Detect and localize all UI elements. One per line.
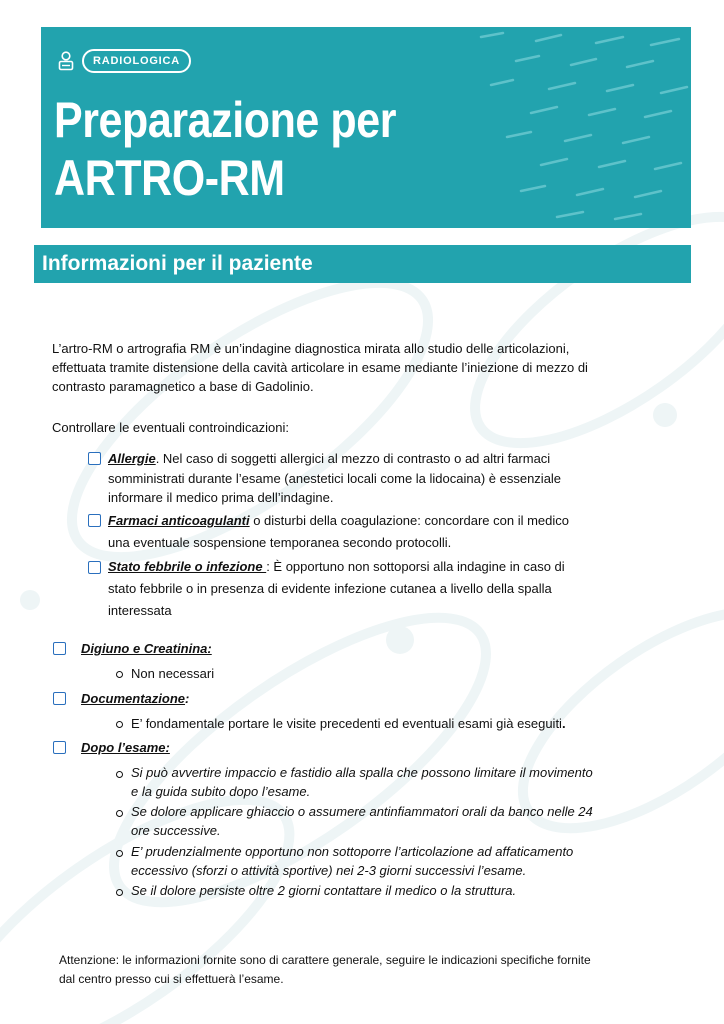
title-line-1: Preparazione per	[54, 92, 397, 148]
dopo-bullet-3-line-1: E’ prudenzialmente opportuno non sottoporre l’articolazione ad affaticamento	[131, 844, 574, 859]
bullet-marker	[116, 721, 123, 728]
intro-line-3: contrasto paramagnetico a base di Gadolinio.	[52, 379, 314, 394]
stato-febbrile-line-3: interessata	[108, 603, 172, 618]
allergie-checkbox[interactable]	[88, 452, 101, 465]
documentazione-colon: :	[185, 691, 190, 706]
stato-febbrile-line-2: stato febbrile o in presenza di evidente infezione cutanea a livello della spalla	[108, 581, 552, 596]
dopo-esame-checkbox[interactable]	[53, 741, 66, 754]
anticoagulanti-line-2: una eventuale sospensione temporanea secondo protocolli.	[108, 535, 452, 550]
stato-febbrile-text-1: : È opportuno non sottoporsi alla indagine in caso di	[266, 559, 565, 574]
anticoagulanti-text-1: o disturbi della coagulazione: concordare con il medico	[249, 513, 570, 528]
intro-line-2: effettuata tramite distensione della cavità articolare in esame mediante l’iniezione di mezzo di	[52, 360, 588, 375]
documentazione-label: Documentazione	[81, 691, 186, 706]
intro-line-1: L’artro-RM o artrografia RM è un’indagine diagnostica mirata allo studio delle articolazioni,	[52, 341, 570, 356]
footer-line-2: dal centro presso cui si effettuerà l’esame.	[59, 972, 284, 986]
dopo-bullet-2-line-1: Se dolore applicare ghiaccio o assumere antinfiammatori orali da banco nelle 24	[131, 804, 593, 819]
digiuno-bullet: Non necessari	[131, 666, 215, 681]
bullet-marker	[116, 771, 123, 778]
dopo-bullet-2-line-2: ore successive.	[131, 823, 221, 838]
documentazione-bullet	[131, 714, 566, 734]
stato-febbrile-checkbox[interactable]	[88, 561, 101, 574]
allergie-label: Allergie	[108, 451, 156, 466]
digiuno-label: Digiuno e Creatinina:	[81, 641, 212, 656]
documentazione-checkbox[interactable]	[53, 692, 66, 705]
dopo-esame-label: Dopo l’esame:	[81, 740, 170, 755]
documentazione-bullet-end: .	[561, 716, 566, 731]
bullet-marker	[116, 810, 123, 817]
anticoagulanti-checkbox[interactable]	[88, 514, 101, 527]
brand-name: RADIOLOGICA	[82, 49, 191, 73]
dopo-bullet-4-line-1: Se il dolore persiste oltre 2 giorni contattare il medico o la struttura.	[131, 883, 517, 898]
contraindications-heading: Controllare le eventuali controindicazioni:	[52, 420, 290, 435]
section-title: Informazioni per il paziente	[42, 252, 313, 275]
title-line-2: ARTRO-RM	[54, 150, 285, 206]
allergie-line-2: somministrati durante l’esame (anestetici locali come la lidocaina) è essenziale	[108, 471, 562, 486]
stato-febbrile-line-1	[108, 557, 565, 577]
bullet-marker	[116, 850, 123, 857]
allergie-line-3: informare il medico prima dell’indagine.	[108, 490, 334, 505]
documentazione-bullet-text: E’ fondamentale portare le visite precedenti ed eventuali esami già eseguiti	[131, 716, 562, 731]
dopo-bullet-1-line-1: Si può avvertire impaccio e fastidio alla spalla che possono limitare il movimento	[131, 765, 593, 780]
anticoagulanti-label: Farmaci anticoagulanti	[108, 513, 250, 528]
footer-line-1: Attenzione: le informazioni fornite sono di carattere generale, seguire le indicazioni specifiche fornite	[59, 953, 591, 967]
dopo-bullet-1-line-2: e la guida subito dopo l’esame.	[131, 784, 311, 799]
documentazione-heading	[81, 689, 189, 709]
allergie-text-1: . Nel caso di soggetti allergici al mezzo di contrasto o ad altri farmaci	[155, 451, 551, 466]
bullet-marker	[116, 889, 123, 896]
dopo-bullet-3-line-2: eccessivo (sforzi o attività sportive) nei 2-3 giorni successivi l’esame.	[131, 863, 527, 878]
allergie-line-1	[108, 449, 550, 469]
stato-febbrile-label: Stato febbrile o infezione	[108, 559, 267, 574]
digiuno-checkbox[interactable]	[53, 642, 66, 655]
anticoagulanti-line-1	[108, 511, 569, 531]
bullet-marker	[116, 671, 123, 678]
